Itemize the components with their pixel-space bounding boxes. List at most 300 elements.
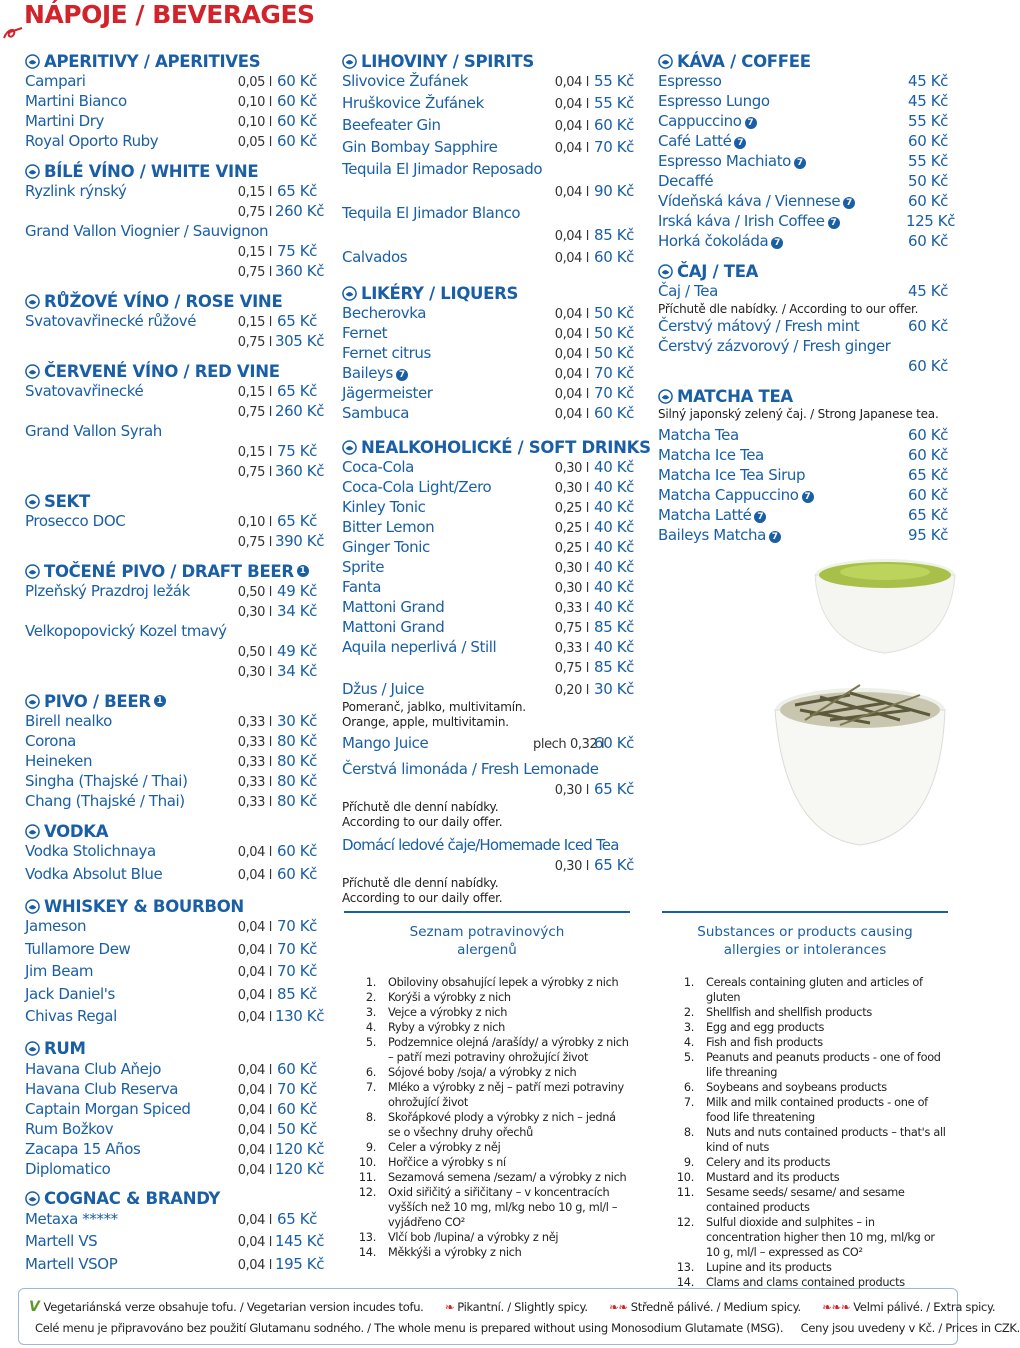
- section-heading: [25, 1188, 317, 1210]
- item-price: 90 Kč: [594, 182, 634, 200]
- item-price: 50 Kč: [594, 344, 634, 362]
- menu-item: [342, 384, 634, 404]
- allergen-badge: 7: [396, 369, 408, 381]
- menu-item: [658, 282, 948, 302]
- item-price: 305 Kč: [275, 332, 325, 350]
- allergen-text: Soybeans and soybeans products: [706, 1081, 887, 1094]
- item-price: 60 Kč: [908, 232, 948, 250]
- allergen-badge: 1: [154, 695, 166, 707]
- item-volume: 0,15 l: [237, 185, 272, 200]
- allergen-item: [344, 1005, 630, 1020]
- item-name: Coca-Cola: [342, 458, 414, 476]
- allergen-text: Celery and its products: [706, 1156, 831, 1169]
- allergen-item: [344, 990, 630, 1005]
- section-heading: [342, 436, 651, 458]
- item-name: Baileys Matcha 7: [658, 526, 906, 544]
- item-name: Jack Daniel's: [25, 984, 115, 1003]
- item-volume: 0,30 l: [554, 581, 589, 596]
- allergen-number: 5.: [365, 1036, 376, 1049]
- item-price: 390 Kč: [275, 532, 325, 550]
- item-price: 65 Kč: [908, 466, 948, 484]
- item-name: Diplomatico: [25, 1159, 111, 1178]
- section-bullet-icon: [25, 294, 40, 309]
- menu-item: [25, 262, 325, 282]
- item-volume: 0,50 l: [237, 645, 272, 660]
- item-price: 50 Kč: [594, 324, 634, 342]
- allergen-text: Sesame seeds/ sesame/ and sesame contained products: [706, 1186, 905, 1214]
- spacer: [25, 887, 317, 893]
- allergen-number: 10.: [358, 1156, 376, 1169]
- section-heading: [25, 290, 317, 312]
- allergen-item: [662, 1035, 948, 1050]
- section-title: NEALKOHOLICKÉ / SOFT DRINKS: [361, 437, 651, 457]
- item-price: 40 Kč: [594, 458, 634, 476]
- allergen-item: [344, 1110, 630, 1140]
- item-volume: 0,10 l: [237, 515, 272, 530]
- item-name: Rum Božkov: [25, 1119, 114, 1138]
- allergen-text: Vejce a výrobky z nich: [388, 1006, 508, 1019]
- item-volume: 0,04 l: [554, 229, 589, 244]
- item-name: Chang (Thajské / Thai): [25, 792, 185, 810]
- item-price: 70 Kč: [277, 1079, 317, 1098]
- menu-item: [25, 865, 317, 888]
- menu-item: [25, 132, 317, 152]
- allergen-text: Ryby a výrobky z nich: [388, 1021, 506, 1034]
- item-name: Captain Morgan Spiced: [25, 1099, 191, 1118]
- allergen-text: Fish and fish products: [706, 1036, 823, 1049]
- item-name: Džus / Juice: [342, 680, 425, 698]
- allergen-number: 14.: [358, 1246, 376, 1259]
- item-name: Calvados: [342, 248, 408, 266]
- section-bullet-icon: [25, 694, 40, 709]
- item-name: Irská káva / Irish Coffee 7: [658, 212, 906, 230]
- item-name: Metaxa *****: [25, 1209, 118, 1228]
- item-price: 55 Kč: [908, 112, 948, 130]
- section-title: WHISKEY & BOURBON: [44, 896, 244, 916]
- allergen-title-1: Substances or products causing: [697, 924, 913, 940]
- item-name: Fernet citrus: [342, 344, 431, 362]
- item-name: Aquila neperlivá / Still: [342, 638, 497, 656]
- item-price: 40 Kč: [594, 538, 634, 556]
- item-price: 65 Kč: [277, 1209, 317, 1228]
- item-price: 60 Kč: [908, 192, 948, 210]
- item-volume: 0,30 l: [237, 605, 272, 620]
- allergen-title-2: allergies or intolerances: [723, 942, 887, 958]
- item-volume: 0,33 l: [237, 755, 272, 770]
- allergen-number: 6.: [683, 1081, 694, 1094]
- menu-item: [25, 1210, 317, 1233]
- menu-item: [342, 598, 634, 618]
- allergen-number: 5.: [683, 1051, 694, 1064]
- item-price: 75 Kč: [277, 242, 317, 260]
- item-name: Heineken: [25, 752, 93, 770]
- menu-item: [342, 324, 634, 344]
- item-volume: 0,15 l: [237, 245, 272, 260]
- allergen-item: [662, 1260, 948, 1275]
- section-bullet-icon: [25, 824, 40, 839]
- item-volume: 0,04 l: [237, 942, 272, 958]
- item-name: Sprite: [342, 558, 385, 576]
- section-bullet-icon: [25, 54, 40, 69]
- item-price: 75 Kč: [277, 442, 317, 460]
- menu-item: [342, 458, 634, 478]
- allergen-item: [344, 1080, 630, 1110]
- menu-item: [25, 1232, 325, 1255]
- allergen-text: Obiloviny obsahující lepek a výrobky z nich: [388, 976, 619, 989]
- item-volume: 0,04 l: [237, 965, 272, 980]
- lemonade-note-cz: Příchutě dle denní nabídky.: [342, 800, 499, 814]
- item-price: 30 Kč: [277, 712, 317, 730]
- item-price: 65 Kč: [277, 182, 317, 200]
- item-volume: 0,05 l: [237, 75, 272, 90]
- item-price: 70 Kč: [594, 364, 634, 382]
- item-name: Cappuccino 7: [658, 112, 906, 130]
- section-bullet-icon: [658, 54, 673, 69]
- allergen-text: Korýši a výrobky z nich: [388, 991, 511, 1004]
- item-name: Horká čokoláda 7: [658, 232, 906, 250]
- item-volume: 0,10 l: [237, 95, 272, 110]
- allergen-number: 11.: [676, 1186, 694, 1199]
- section-heading: [25, 490, 317, 512]
- item-price: 85 Kč: [594, 226, 634, 244]
- item-price: 60 Kč: [277, 132, 317, 150]
- item-price: 60 Kč: [277, 1059, 317, 1078]
- allergen-badge: 7: [754, 511, 766, 523]
- item-name: Decaffé: [658, 172, 714, 190]
- item-price: 125 Kč: [906, 212, 956, 230]
- section-bullet-icon: [342, 286, 357, 301]
- menu-item: [25, 752, 317, 772]
- section-title: ČAJ / TEA: [677, 261, 759, 281]
- item-name: Bitter Lemon: [342, 518, 435, 536]
- allergen-item: [344, 1170, 630, 1185]
- allergen-item: [662, 1050, 948, 1080]
- item-volume: 0,04 l: [554, 185, 589, 200]
- item-name: Matcha Cappuccino 7: [658, 486, 906, 504]
- item-name: Becherovka: [342, 304, 427, 322]
- menu-item: [658, 426, 948, 446]
- item-name: Slivovice Žufánek: [342, 72, 469, 90]
- allergen-number: 8.: [683, 1126, 694, 1139]
- item-volume: 0,04 l: [237, 1162, 272, 1178]
- item-name: Tequila El Jimador Reposado: [342, 160, 543, 178]
- section-heading: [25, 690, 317, 712]
- menu-item: [342, 760, 634, 780]
- menu-item: [342, 578, 634, 598]
- item-price: 60 Kč: [277, 1099, 317, 1118]
- menu-item: [25, 402, 325, 422]
- item-name: Matcha Ice Tea Sirup: [658, 466, 806, 484]
- allergen-text: Egg and egg products: [706, 1021, 825, 1034]
- item-name: Espresso Machiato 7: [658, 152, 906, 170]
- item-volume: 0,75 l: [237, 335, 272, 350]
- menu-item: [658, 212, 956, 232]
- item-price: 60 Kč: [594, 248, 634, 266]
- menu-item: [25, 532, 325, 552]
- menu-item: [25, 985, 317, 1008]
- item-volume: 0,04 l: [554, 327, 589, 342]
- item-price: 60 Kč: [908, 357, 948, 375]
- item-name: Jameson: [25, 917, 87, 935]
- allergen-item: [662, 1215, 948, 1260]
- menu-item: [658, 232, 948, 252]
- allergen-item: [344, 1020, 630, 1035]
- menu-item: [25, 182, 317, 202]
- section-title: SEKT: [44, 491, 90, 511]
- item-name: Matcha Latté 7: [658, 506, 906, 524]
- item-price: 85 Kč: [594, 658, 634, 676]
- item-volume: 0,75 l: [237, 405, 272, 420]
- item-volume: 0,04 l: [237, 987, 272, 1003]
- menu-item: [25, 92, 317, 112]
- menu-item: [342, 160, 634, 182]
- menu-item: [25, 72, 317, 92]
- menu-item: [342, 638, 634, 658]
- item-price: 34 Kč: [277, 662, 317, 680]
- item-name: Tullamore Dew: [25, 939, 131, 958]
- allergen-badge: 7: [843, 197, 855, 209]
- spacer: [658, 377, 948, 383]
- item-price: 95 Kč: [908, 526, 948, 544]
- item-name: Campari: [25, 72, 86, 90]
- item-volume: 0,04 l: [554, 407, 589, 422]
- item-price: 50 Kč: [908, 172, 948, 190]
- item-volume: 0,30 l: [554, 783, 589, 798]
- menu-item: [25, 772, 317, 792]
- menu-item: [658, 112, 948, 132]
- item-name: Ryzlink rýnský: [25, 182, 127, 200]
- item-price: 40 Kč: [594, 518, 634, 536]
- item-name: Singha (Thajské / Thai): [25, 772, 188, 790]
- item-name: Tequila El Jimador Blanco: [342, 204, 521, 222]
- column-left: [25, 48, 325, 1277]
- allergen-number: 12.: [676, 1216, 694, 1229]
- section-bullet-icon: [25, 364, 40, 379]
- item-volume: 0,33 l: [554, 641, 589, 656]
- menu-item: [342, 248, 634, 270]
- item-volume: 0,04 l: [237, 1142, 272, 1158]
- menu-item: [25, 1100, 317, 1120]
- section-title: RŮŽOVÉ VÍNO / ROSE VINE: [44, 291, 283, 311]
- menu-item: [25, 1254, 325, 1278]
- item-volume: 0,04 l: [554, 387, 589, 402]
- item-volume: 0,04 l: [237, 1235, 272, 1250]
- allergen-number: 3.: [683, 1021, 694, 1034]
- allergen-text: Mléko a výrobky z něj – patří mezi potraviny ohrožující život: [388, 1081, 624, 1109]
- allergen-text: Milk and milk contained products - one of food life threatening: [706, 1096, 928, 1124]
- item-volume: 0,04 l: [554, 141, 589, 156]
- item-name: Vídeňská káva / Viennese 7: [658, 192, 906, 210]
- menu-item: [342, 344, 634, 364]
- item-price: 360 Kč: [275, 262, 325, 280]
- item-price: 49 Kč: [277, 582, 317, 600]
- menu-item: [25, 622, 317, 642]
- allergen-item: [662, 1125, 948, 1155]
- allergen-number: 6.: [365, 1066, 376, 1079]
- allergen-text: Podzemnice olejná /arašídy/ a výrobky z nich – patří mezi potraviny ohrožující život: [388, 1036, 629, 1064]
- item-volume: 0,04 l: [554, 97, 589, 112]
- menu-item: [342, 558, 634, 578]
- swirl-ornament-icon: [2, 26, 24, 42]
- item-price: 65 Kč: [277, 512, 317, 530]
- item-price: 60 Kč: [277, 842, 317, 860]
- menu-item: [25, 312, 317, 332]
- menu-item: [342, 780, 634, 800]
- item-price: 80 Kč: [277, 792, 317, 810]
- allergen-text: Hořčice a výrobky s ní: [388, 1156, 506, 1169]
- section-bullet-icon: [342, 54, 357, 69]
- item-name: Zacapa 15 Años: [25, 1139, 141, 1158]
- item-price: 85 Kč: [594, 618, 634, 636]
- item-volume: 0,33 l: [237, 795, 272, 810]
- item-volume: 0,04 l: [237, 1122, 272, 1138]
- item-volume: plech 0,32 l: [533, 737, 605, 752]
- item-price: 60 Kč: [908, 317, 948, 335]
- icedtea-note-en: According to our daily offer.: [342, 891, 503, 905]
- menu-item: [342, 138, 634, 160]
- item-volume: 0,75 l: [237, 205, 272, 220]
- menu-item: [342, 518, 634, 538]
- menu-item: [342, 856, 634, 876]
- allergen-item: [662, 1185, 948, 1215]
- item-volume: 0,30 l: [237, 665, 272, 680]
- allergen-text: Celer a výrobky z něj: [388, 1141, 501, 1154]
- spacer: [342, 270, 634, 280]
- menu-item: [342, 658, 634, 678]
- section-title: MATCHA TEA: [677, 386, 793, 406]
- footer-legend: [18, 1288, 1020, 1345]
- item-price: 60 Kč: [908, 446, 948, 464]
- item-name: Svatovavřinecké: [25, 382, 144, 400]
- item-price: 30 Kč: [594, 680, 634, 698]
- allergen-number: 8.: [365, 1111, 376, 1124]
- allergen-text: Shellfish and shellfish products: [706, 1006, 872, 1019]
- item-name: Čerstvá limonáda / Fresh Lemonade: [342, 760, 599, 778]
- allergen-item: [344, 1140, 630, 1155]
- item-volume: 0,30 l: [554, 859, 589, 874]
- allergen-number: 13.: [358, 1231, 376, 1244]
- section-heading: [658, 260, 948, 282]
- allergen-heading: [662, 913, 948, 969]
- menu-item: [25, 940, 317, 963]
- item-price: 40 Kč: [594, 498, 634, 516]
- vegetarian-icon: V: [29, 1299, 40, 1315]
- menu-item: [342, 204, 634, 226]
- allergen-item: [344, 1065, 630, 1080]
- item-price: 70 Kč: [277, 917, 317, 935]
- veg-note: Vegetariánská verze obsahuje tofu. / Vegetarian version incudes tofu.: [43, 1300, 424, 1314]
- item-price: 65 Kč: [277, 382, 317, 400]
- item-price: 70 Kč: [594, 138, 634, 156]
- item-name: Martini Dry: [25, 112, 104, 130]
- menu-item: [342, 404, 634, 424]
- allergen-text: Clams and clams contained products: [706, 1276, 905, 1289]
- allergen-number: 7.: [365, 1081, 376, 1094]
- spacer: [25, 152, 317, 158]
- section-title: COGNAC & BRANDY: [44, 1189, 221, 1208]
- menu-item: [658, 466, 948, 486]
- item-volume: 0,15 l: [237, 315, 272, 330]
- menu-item: [25, 382, 317, 402]
- item-name: Mattoni Grand: [342, 618, 445, 636]
- allergen-text: Měkkýši a výrobky z nich: [388, 1246, 522, 1259]
- menu-item: [342, 182, 634, 204]
- item-name: Martini Bianco: [25, 92, 127, 110]
- allergen-badge: 7: [771, 237, 783, 249]
- allergen-item: [662, 1170, 948, 1185]
- allergen-list-cz: [344, 911, 630, 1260]
- allergen-text: Peanuts and peanuts products - one of food life threaning: [706, 1051, 941, 1079]
- allergen-item: [662, 1005, 948, 1020]
- allergen-item: [662, 1155, 948, 1170]
- allergen-items: [662, 975, 948, 1290]
- allergen-text: Oxid siřičitý a siřičitany – v koncentracích vyšších než 10 mg, ml/kg nebo 10 g, ml/l – vyjádřeno CO²: [388, 1186, 618, 1229]
- chili-two-icon: ❧❧: [609, 1300, 628, 1314]
- item-price: 120 Kč: [275, 1139, 325, 1158]
- item-volume: 0,05 l: [237, 135, 272, 150]
- menu-item: [342, 538, 634, 558]
- section-title: TOČENÉ PIVO / DRAFT BEER: [44, 561, 294, 581]
- item-name: Velkopopovický Kozel tmavý: [25, 622, 227, 640]
- allergen-number: 1.: [365, 976, 376, 989]
- allergen-badge: 1: [297, 565, 309, 577]
- allergen-text: Mustard and its products: [706, 1171, 840, 1184]
- section-bullet-icon: [25, 1191, 40, 1206]
- menu-item: [658, 446, 948, 466]
- item-name: Ginger Tonic: [342, 538, 430, 556]
- msg-note: Celé menu je připravováno bez použití Glutamanu sodného. / The whole menu is prepared without using Monosodium Glutamate (MSG).: [35, 1321, 784, 1335]
- item-price: 195 Kč: [275, 1254, 325, 1273]
- allergen-heading: [344, 913, 630, 969]
- item-price: 60 Kč: [594, 734, 634, 752]
- spacer: [25, 682, 317, 688]
- item-volume: 0,10 l: [237, 115, 272, 130]
- section-title: PIVO / BEER: [44, 691, 151, 711]
- menu-item: [25, 422, 317, 442]
- spacer: [25, 552, 317, 558]
- item-volume: 0,15 l: [237, 385, 272, 400]
- item-name: Jim Beam: [25, 962, 94, 980]
- prices-note: Ceny jsou uvedeny v Kč. / Prices in CZK.: [800, 1321, 1020, 1335]
- item-price: 60 Kč: [594, 404, 634, 422]
- item-volume: 0,33 l: [237, 735, 272, 750]
- item-name: Vodka Absolut Blue: [25, 864, 163, 883]
- menu-item: [658, 192, 948, 212]
- allergen-list-en: [662, 911, 948, 1290]
- menu-item: [25, 462, 325, 482]
- section-title: KÁVA / COFFEE: [677, 51, 811, 71]
- tea-note: Příchutě dle nabídky. / According to our offer.: [658, 302, 919, 316]
- item-name: Mattoni Grand: [342, 598, 445, 616]
- item-name: Café Latté 7: [658, 132, 906, 150]
- menu-item: [25, 732, 317, 752]
- item-name: Prosecco DOC: [25, 512, 126, 530]
- item-price: 60 Kč: [277, 864, 317, 883]
- item-price: 34 Kč: [277, 602, 317, 620]
- item-volume: 0,33 l: [554, 601, 589, 616]
- item-price: 80 Kč: [277, 752, 317, 770]
- item-price: 60 Kč: [908, 132, 948, 150]
- allergen-item: [662, 1080, 948, 1095]
- allergen-number: 11.: [358, 1171, 376, 1184]
- item-name: Hruškovice Žufánek: [342, 94, 484, 112]
- slight-note: Pikantní. / Slightly spicy.: [457, 1300, 588, 1314]
- item-price: 55 Kč: [594, 94, 634, 112]
- item-name: Gin Bombay Sapphire: [342, 138, 498, 156]
- allergen-badge: 7: [745, 117, 757, 129]
- section-heading: [25, 895, 317, 917]
- allergen-number: 10.: [676, 1171, 694, 1184]
